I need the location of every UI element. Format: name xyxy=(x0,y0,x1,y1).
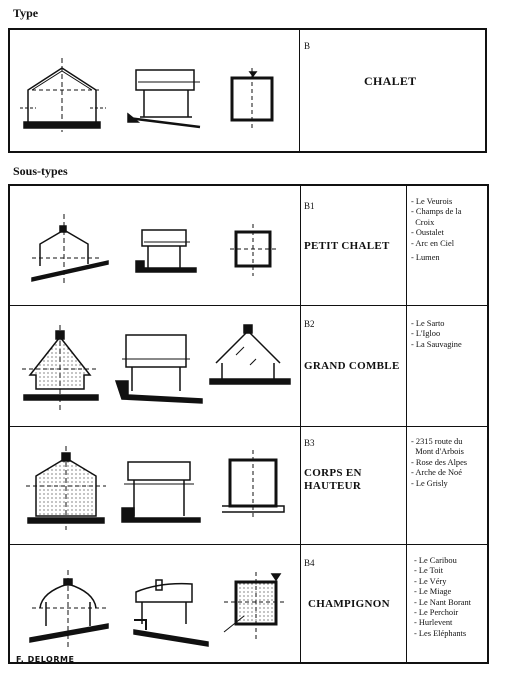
type-elevation-sketch xyxy=(136,70,194,90)
list-item: - Le Grisly xyxy=(411,478,448,488)
b1-sketches xyxy=(10,186,300,304)
row-divider-3 xyxy=(8,544,489,545)
list-item: - Lumen xyxy=(411,253,440,263)
list-item: - Oustalet xyxy=(411,228,444,238)
list-item: - L'Igloo xyxy=(411,329,441,339)
b2-sketches xyxy=(10,307,300,425)
type-name: CHALET xyxy=(364,74,417,88)
list-item: Mont d'Arbois xyxy=(411,447,464,457)
signature: F. DELORME xyxy=(16,655,75,664)
b4-sketches xyxy=(10,546,300,664)
type-sketches xyxy=(10,30,300,150)
b2-gable-sketch xyxy=(216,331,280,379)
list-item: - Le Caribou xyxy=(414,556,457,565)
b2-elevation-sketch xyxy=(126,335,186,367)
b3-code: B3 xyxy=(304,438,315,448)
b1-name-line: PETIT CHALET xyxy=(304,240,390,252)
list-item: - La Sauvagine xyxy=(411,339,462,349)
b3-elevation-sketch xyxy=(128,462,190,480)
list-item: - Le Sarto xyxy=(411,319,445,328)
b1-code: B1 xyxy=(304,201,315,211)
list-item: - Le Veurois xyxy=(411,197,453,206)
b3-sketches xyxy=(10,428,300,543)
row-divider-2 xyxy=(8,426,489,427)
b2-name-line: GRAND COMBLE xyxy=(304,360,400,372)
b3-name-line-1: CORPS EN xyxy=(304,467,362,479)
list-item: - 2315 route du xyxy=(411,437,463,446)
row-divider-1 xyxy=(8,305,489,306)
subtypes-heading: Sous-types xyxy=(13,164,68,178)
b1-elevation-sketch xyxy=(142,230,186,246)
b4-name xyxy=(308,598,390,611)
b4-elevation-sketch xyxy=(136,584,192,602)
list-item: - Le Miage xyxy=(414,587,452,597)
list-item: - Hurlevent xyxy=(414,618,453,628)
b2-code: B2 xyxy=(304,319,315,329)
b4-code: B4 xyxy=(304,558,315,568)
list-item: Croix xyxy=(411,217,435,227)
type-code: B xyxy=(304,41,311,51)
list-item: - Le Véry xyxy=(414,576,447,586)
b2-name xyxy=(304,360,400,373)
list-item: - Le Perchoir xyxy=(414,608,459,618)
type-heading: Type xyxy=(13,6,39,20)
list-item: - Arche de Noé xyxy=(411,468,462,478)
b1-name xyxy=(304,240,390,253)
b3-name xyxy=(304,467,362,493)
subtypes-col-divider-1 xyxy=(300,184,301,664)
list-item: - Le Toit xyxy=(414,566,444,576)
list-item: - Rose des Alpes xyxy=(411,457,468,467)
b2-examples xyxy=(411,319,462,350)
list-item: - Les Eléphants xyxy=(414,628,467,638)
b3-examples xyxy=(411,437,467,489)
subtypes-col-divider-2 xyxy=(406,184,407,664)
b4-name-line: CHAMPIGNON xyxy=(308,598,390,610)
b3-name-line-2: HAUTEUR xyxy=(304,480,362,492)
b4-examples xyxy=(414,556,471,639)
list-item: - Le Nant Borant xyxy=(414,597,471,607)
list-item: - Arc en Ciel xyxy=(411,238,455,248)
list-item: - Champs de la xyxy=(411,207,462,217)
b1-examples xyxy=(411,197,461,263)
